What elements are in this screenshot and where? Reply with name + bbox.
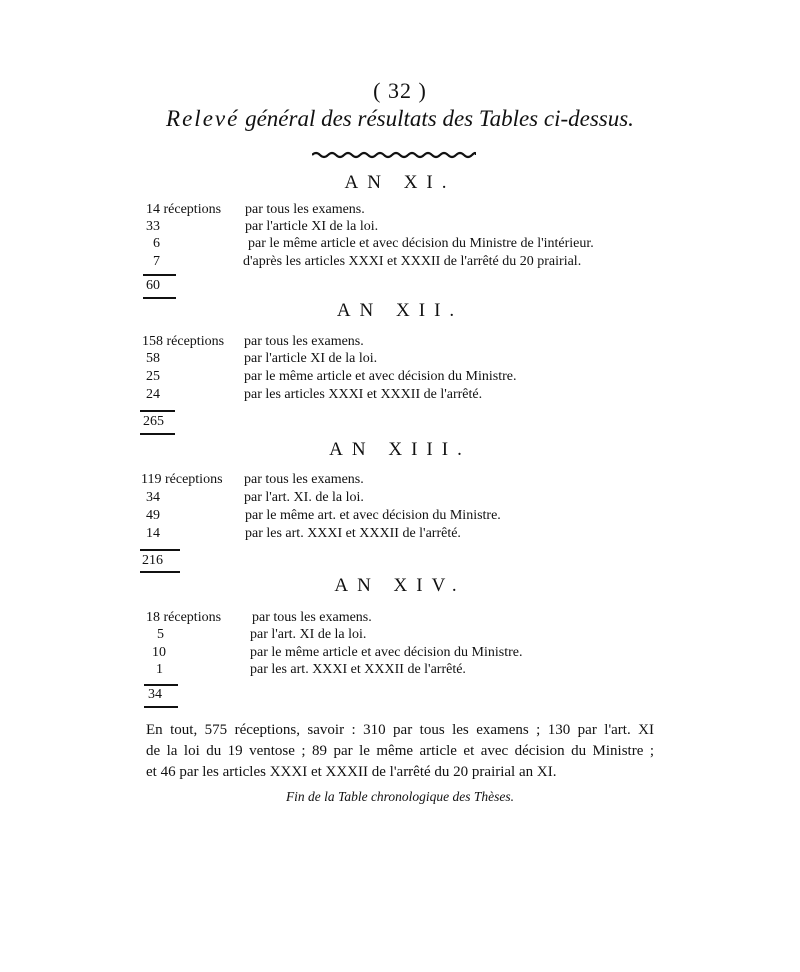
section-total: 216 (142, 553, 163, 568)
summary-paragraph (146, 720, 654, 783)
title-rest: général des résultats des Tables ci-dessus. (245, 106, 634, 131)
sum-rule (140, 433, 175, 435)
closing-note: Fin de la Table chronologique des Thèses. (285, 789, 515, 804)
row-count: 49 (146, 508, 160, 523)
row-count: 14 réceptions (146, 202, 222, 217)
row-count: 6 (153, 236, 160, 251)
row-count: 34 (146, 490, 160, 505)
section-heading-an-xiv: AN XIV. (334, 575, 466, 596)
row-count: 25 (146, 369, 160, 384)
sum-rule (144, 684, 178, 686)
row-count: 58 (146, 351, 160, 366)
row-description: par tous les examens. (244, 472, 364, 487)
row-description: par l'art. XI. de la loi. (244, 490, 364, 505)
row-description: par l'article XI de la loi. (244, 351, 378, 366)
sum-rule (140, 571, 180, 573)
summary-line: de la loi du 19 ventose ; 89 par le même article et avec décision du Ministre ; (146, 743, 654, 759)
section-total: 34 (148, 687, 162, 702)
row-count: 14 (146, 526, 160, 541)
row-description: par les art. XXXI et XXXII de l'arrêté. (245, 526, 461, 541)
row-count: 33 (146, 219, 160, 234)
section-heading-an-xii: AN XII. (336, 300, 464, 321)
row-description: par le même art. et avec décision du Ministre. (245, 508, 501, 523)
row-count: 7 (153, 254, 160, 269)
section-total: 265 (143, 414, 164, 429)
row-description: par tous les examens. (252, 610, 372, 625)
row-description: d'après les articles XXXI et XXXII de l'arrêté du 20 prairial. (243, 254, 582, 269)
sum-rule (140, 549, 180, 551)
row-description: par tous les examens. (244, 334, 364, 349)
row-description: par les art. XXXI et XXXII de l'arrêté. (250, 662, 466, 677)
page-title (0, 106, 800, 132)
row-count: 158 réceptions (142, 334, 225, 349)
page-number: ( 32 ) (373, 78, 427, 103)
row-description: par les articles XXXI et XXXII de l'arrêté. (244, 387, 483, 402)
sum-rule (143, 274, 176, 276)
row-description: par l'article XI de la loi. (245, 219, 379, 234)
row-description: par tous les examens. (245, 202, 365, 217)
row-count: 10 (152, 645, 166, 660)
title-first-word: Relevé (166, 106, 240, 131)
row-description: par le même article et avec décision du Ministre. (250, 645, 523, 660)
row-count: 5 (157, 627, 164, 642)
row-description: par le même article et avec décision du Ministre de l'intérieur. (248, 236, 594, 251)
section-total: 60 (146, 278, 160, 293)
summary-line: et 46 par les articles XXXI et XXXII de l'arrêté du 20 prairial an XI. (146, 764, 557, 780)
row-count: 24 (146, 387, 160, 402)
row-count: 18 réceptions (146, 610, 222, 625)
row-description: par l'art. XI de la loi. (250, 627, 367, 642)
decorative-rule-ornament (312, 150, 476, 160)
summary-line: En tout, 575 réceptions, savoir : 310 par tous les examens ; 130 par l'art. XI (146, 722, 654, 738)
row-count: 119 réceptions (141, 472, 223, 487)
section-heading-an-xi: AN XI. (344, 172, 456, 193)
row-count: 1 (156, 662, 163, 677)
row-description: par le même article et avec décision du Ministre. (244, 369, 517, 384)
section-heading-an-xiii: AN XIII. (329, 439, 471, 460)
sum-rule (140, 410, 175, 412)
sum-rule (143, 297, 176, 299)
sum-rule (144, 706, 178, 708)
